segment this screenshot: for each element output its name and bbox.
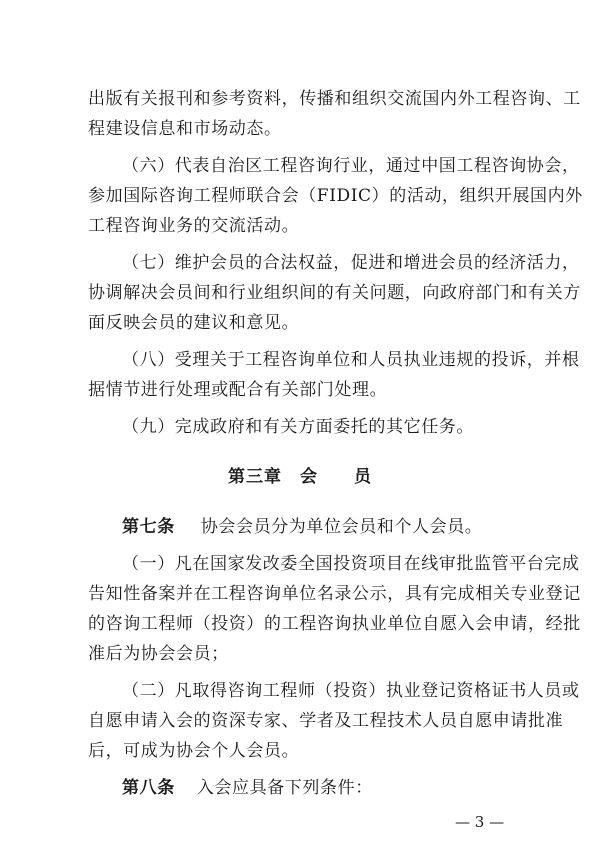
paragraph-line: 自愿申请入会的资深专家、学者及工程技术人员自愿申请批准 (88, 711, 564, 731)
page-number: — 3 — (455, 813, 505, 831)
paragraph-line: （七）维护会员的合法权益，促进和增进会员的经济活力， (122, 253, 580, 273)
article-label: 第八条 (122, 778, 175, 798)
article-label: 第七条 (122, 517, 175, 537)
article-line (122, 777, 373, 799)
paragraph-line: 告知性备案并在工程咨询单位名录公示，具有完成相关专业登记 (88, 584, 581, 604)
article-text: 入会应具备下列条件： (196, 778, 373, 798)
article-text: 协会会员分为单位会员和个人会员。 (200, 517, 483, 537)
paragraph-line: 准后为协会会员； (88, 644, 229, 664)
paragraph-line: （九）完成政府和有关方面委托的其它任务。 (122, 417, 474, 437)
paragraph-line: 出版有关报刊和参考资料，传播和组织交流国内外工程咨询、工 (88, 89, 581, 109)
paragraph-line: 工程咨询业务的交流活动。 (88, 216, 300, 236)
paragraph-line: （一）凡在国家发改委全国投资项目在线审批监管平台完成 (122, 554, 580, 574)
paragraph-line: 的咨询工程师（投资）的工程咨询执业单位自愿入会申请，经批 (88, 614, 581, 634)
paragraph-line: 参加国际咨询工程师联合会（FIDIC）的活动，组织开展国内外 (88, 186, 583, 206)
paragraph-line: （八）受理关于工程咨询单位和人员执业违规的投诉，并根 (122, 350, 580, 370)
paragraph-line: 后，可成为协会个人会员。 (88, 741, 300, 761)
paragraph-line: 程建设信息和市场动态。 (88, 119, 282, 139)
paragraph-line: 据情节进行处理或配合有关部门处理。 (88, 380, 388, 400)
chapter-title: 第三章 会 员 (228, 467, 372, 487)
article-line (122, 516, 482, 538)
paragraph-line: （二）凡取得咨询工程师（投资）执业登记资格证书人员或 (122, 681, 580, 701)
paragraph-line: 协调解决会员间和行业组织间的有关问题，向政府部门和有关方 (88, 283, 581, 303)
paragraph-line: 面反映会员的建议和意见。 (88, 313, 300, 333)
paragraph-line: （六）代表自治区工程咨询行业，通过中国工程咨询协会， (122, 156, 580, 176)
